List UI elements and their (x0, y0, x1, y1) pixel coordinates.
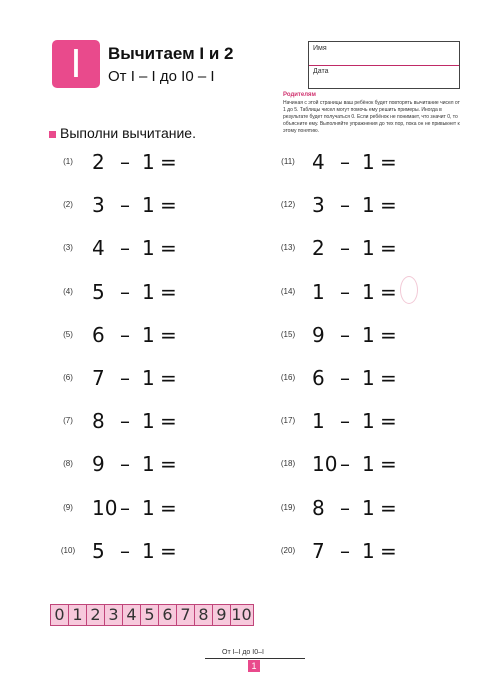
subtraction-problem (312, 409, 402, 435)
subtrahend: 1 (142, 409, 155, 434)
minus-sign: – (120, 279, 130, 304)
minus-sign: – (340, 409, 350, 434)
subtraction-problem (92, 193, 182, 219)
problem-number: (3) (63, 243, 73, 253)
minus-sign: – (120, 452, 130, 477)
footer-label: От I–I до I0–I (222, 649, 264, 656)
minus-sign: – (120, 495, 130, 520)
problem-number: (12) (280, 200, 296, 210)
equals-sign: = (380, 366, 397, 390)
subtrahend: 1 (142, 279, 155, 304)
problem-number: (20) (280, 545, 296, 555)
equals-sign: = (380, 538, 397, 563)
minus-sign: – (340, 236, 350, 261)
minus-sign: – (120, 150, 130, 174)
number-line-cell: 1 (69, 605, 87, 625)
minus-sign: – (120, 366, 130, 390)
subtrahend: 1 (142, 452, 155, 477)
equals-sign: = (380, 322, 397, 347)
minuend: 6 (92, 322, 105, 347)
minuend: 8 (312, 495, 325, 520)
problem-number: (4) (63, 286, 73, 296)
equals-sign: = (380, 409, 397, 434)
problem-number: (17) (280, 416, 296, 426)
footer-divider (205, 658, 305, 659)
subtrahend: 1 (142, 322, 155, 347)
equals-sign: = (380, 495, 397, 520)
equals-sign: = (160, 322, 177, 347)
subtraction-problem (92, 366, 182, 392)
subtrahend: 1 (142, 193, 155, 218)
minus-sign: – (340, 538, 350, 563)
subtraction-problem (312, 150, 402, 176)
subtrahend: 1 (362, 538, 375, 563)
minus-sign: – (120, 236, 130, 261)
subtrahend: 1 (142, 236, 155, 261)
parents-note-title: Родителям (283, 92, 316, 98)
minuend: 7 (312, 538, 325, 563)
name-field[interactable] (309, 42, 459, 66)
number-line-cell: 9 (213, 605, 231, 625)
subtraction-problem (92, 150, 182, 176)
problem-number: (9) (63, 502, 73, 512)
problem-number: (15) (280, 329, 296, 339)
problem-number: (8) (63, 459, 73, 469)
equals-sign: = (160, 538, 177, 563)
number-line (50, 604, 254, 626)
number-line-cell: 2 (87, 605, 105, 625)
number-line-cell: 10 (231, 605, 252, 624)
minus-sign: – (340, 322, 350, 347)
minus-sign: – (340, 366, 350, 390)
page-title: Вычитаем I и 2 (108, 44, 234, 63)
minuend: 4 (92, 236, 105, 261)
subtraction-problem (312, 496, 402, 522)
minuend: 5 (92, 279, 105, 304)
bullet-square-icon (49, 131, 56, 138)
problem-number: (5) (63, 329, 73, 339)
subtraction-problem (92, 452, 182, 478)
minuend: 1 (312, 409, 325, 434)
equals-sign: = (160, 193, 177, 218)
problem-number: (7) (63, 416, 73, 426)
problem-number: (19) (280, 502, 296, 512)
minuend: 2 (312, 236, 325, 261)
subtraction-problem (312, 323, 402, 349)
answer-oval (400, 276, 418, 304)
subtraction-problem (312, 539, 402, 565)
problem-number: (11) (281, 157, 295, 166)
subtrahend: 1 (362, 452, 375, 477)
problem-number: (18) (280, 459, 296, 469)
subtraction-problem (92, 539, 182, 565)
name-label: Имя (313, 45, 327, 52)
minuend: 2 (92, 150, 105, 174)
equals-sign: = (160, 452, 177, 477)
equals-sign: = (160, 366, 177, 390)
subtraction-problem (92, 280, 182, 306)
minus-sign: – (340, 193, 350, 218)
equals-sign: = (160, 279, 177, 304)
minuend: 10 (312, 452, 338, 477)
equals-sign: = (160, 236, 177, 261)
subtraction-problem (312, 366, 402, 392)
minuend: 4 (312, 150, 325, 174)
equals-sign: = (380, 279, 397, 304)
subtraction-problem (92, 323, 182, 349)
subtraction-problem (92, 409, 182, 435)
problem-number: (10) (60, 545, 76, 555)
equals-sign: = (160, 150, 177, 174)
number-line-cell: 5 (141, 605, 159, 625)
minuend: 1 (312, 279, 325, 304)
subtraction-problem (312, 452, 402, 478)
subtraction-problem (312, 280, 402, 306)
number-line-cell: 3 (105, 605, 123, 625)
date-label: Дата (313, 68, 329, 75)
minus-sign: – (340, 452, 350, 477)
minus-sign: – (340, 495, 350, 520)
equals-sign: = (160, 495, 177, 520)
subtraction-problem (312, 193, 402, 219)
minuend: 8 (92, 409, 105, 434)
subtrahend: 1 (362, 366, 375, 390)
minus-sign: – (120, 409, 130, 434)
subtrahend: 1 (142, 150, 155, 174)
subtraction-problem (92, 236, 182, 262)
subtrahend: 1 (142, 538, 155, 563)
instruction-text: Выполни вычитание. (60, 125, 196, 141)
equals-sign: = (380, 452, 397, 477)
number-line-cell: 7 (177, 605, 195, 625)
minus-sign: – (340, 279, 350, 304)
minuend: 5 (92, 538, 105, 563)
minuend: 9 (312, 322, 325, 347)
subtrahend: 1 (362, 279, 375, 304)
name-date-box (308, 41, 460, 89)
problem-number: (13) (280, 243, 296, 253)
subtrahend: 1 (362, 193, 375, 218)
subtrahend: 1 (362, 495, 375, 520)
subtrahend: 1 (362, 322, 375, 347)
subtrahend: 1 (142, 366, 155, 390)
subtrahend: 1 (362, 150, 375, 174)
minus-sign: – (120, 193, 130, 218)
minus-sign: – (120, 538, 130, 563)
date-field[interactable] (309, 65, 459, 88)
problem-number: (1) (63, 157, 73, 166)
problem-number: (6) (63, 373, 73, 382)
minuend: 3 (92, 193, 105, 218)
subtraction-problem (312, 236, 402, 262)
number-line-cell: 8 (195, 605, 213, 625)
lesson-number-badge: I (52, 40, 100, 88)
number-line-cell: 6 (159, 605, 177, 625)
subtrahend: 1 (362, 409, 375, 434)
equals-sign: = (380, 193, 397, 218)
equals-sign: = (380, 236, 397, 261)
parents-note-text: Начиная с этой страницы ваш ребёнок будет повторять вычитание чисел от 1 до 5. Таблицы чисел могут помочь ему решить примеры. Иногда в результате будет получаться 0. Если ребёнок не понимает, что значит 0, то объясните ему. Выполняйте упражнения до тех пор, пока он не привыкнет к этому понятию. (283, 100, 460, 134)
minuend: 6 (312, 366, 325, 390)
problem-number: (16) (280, 373, 296, 382)
equals-sign: = (380, 150, 397, 174)
subtrahend: 1 (142, 495, 155, 520)
minuend: 7 (92, 366, 105, 390)
minuend: 10 (92, 495, 118, 520)
page-subtitle: От I – I до I0 – I (108, 68, 215, 85)
page-number: 1 (248, 660, 260, 672)
number-line-cell: 4 (123, 605, 141, 625)
problem-number: (2) (63, 200, 73, 210)
subtrahend: 1 (362, 236, 375, 261)
subtraction-problem (92, 496, 182, 522)
problem-number: (14) (280, 286, 296, 296)
minus-sign: – (340, 150, 350, 174)
number-line-cell: 0 (51, 605, 69, 625)
minus-sign: – (120, 322, 130, 347)
minuend: 9 (92, 452, 105, 477)
equals-sign: = (160, 409, 177, 434)
minuend: 3 (312, 193, 325, 218)
